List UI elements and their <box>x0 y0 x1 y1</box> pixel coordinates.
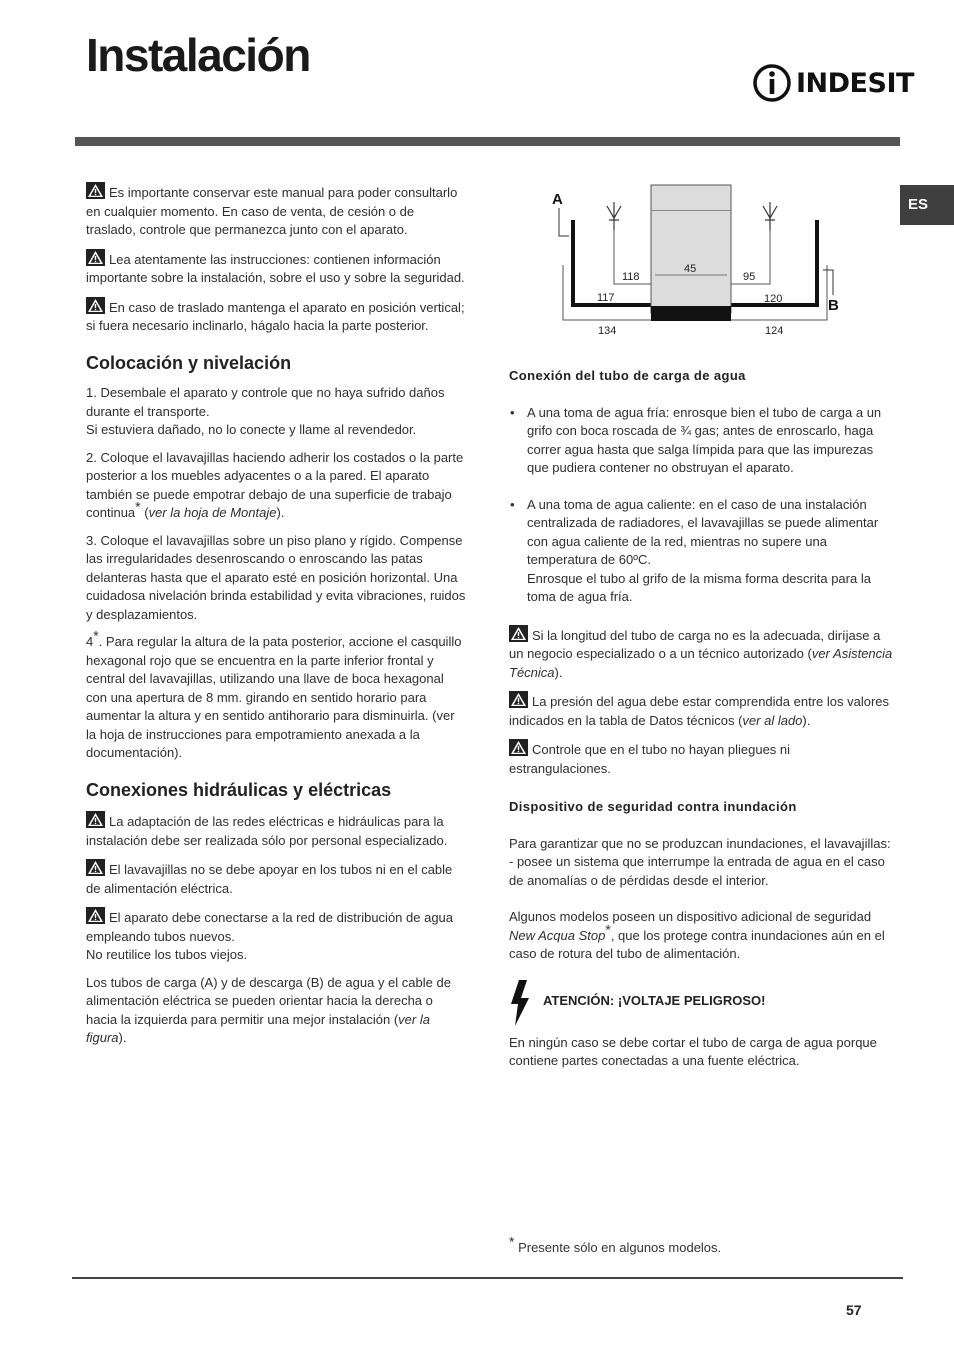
warning-triangle-icon <box>509 625 528 642</box>
flood-paragraph <box>509 835 894 891</box>
danger-title: ATENCIÓN: ¡VOLTAJE PELIGROSO! <box>543 992 766 1008</box>
section-title-placement: Colocación y nivelación <box>86 352 292 373</box>
warning-triangle-icon <box>509 739 528 756</box>
step-4-number: 4 <box>86 634 94 649</box>
warning-text-line2: No reutilice los tubos viejos. <box>86 947 248 962</box>
step-2: 2. Coloque el lavavajillas haciendo adherir los costados o la parte posterior a los muebles adyacentes o a la pared. El aparato también se puede empotrar debajo de una superficie de trabajo continua* (ver la hoja de Montaje). <box>86 449 464 520</box>
right-column <box>509 367 894 1080</box>
left-column <box>86 182 466 1057</box>
footer-rule <box>72 1277 903 1279</box>
logo-i-icon <box>752 63 792 103</box>
dim-118: 118 <box>622 271 640 283</box>
warning-note <box>86 811 466 850</box>
warning-reference: ver Asistencia Técnica <box>509 646 893 680</box>
warning-triangle-icon <box>86 811 105 828</box>
warning-text: Controle que en el tubo no hayan pliegues ni estrangulaciones. <box>509 742 791 776</box>
asterisk: * <box>135 498 141 515</box>
tubes-reference: ver la figura <box>86 1011 430 1045</box>
warning-text: El lavavajillas no se debe apoyar en los tubos ni en el cable de alimentación eléctrica. <box>86 862 453 896</box>
label-b: B <box>828 297 839 314</box>
hose-diagram <box>545 180 845 345</box>
step-4-text: . Para regular la altura de la pata posterior, accione el casquillo hexagonal rojo que se encuentra en la parte inferior frontal y central del lavavajillas, utilizando una llave de boca hexagonal con una apertura de 8 mm. girando en sentido horario para aumentar la altura y en sentido antihorario para disminuirla. (ver la hoja de instrucciones para empotramiento anexada a la documentación). <box>86 634 462 760</box>
warning-note <box>86 859 466 898</box>
asterisk: * <box>605 921 611 938</box>
subsection-title-flood: Dispositivo de seguridad contra inundación <box>509 799 797 814</box>
danger-notice <box>509 980 894 1026</box>
warning-triangle-icon <box>509 691 528 708</box>
footnote <box>509 1233 722 1255</box>
language-tab: ES <box>900 185 954 225</box>
warning-text: La adaptación de las redes eléctricas e hidráulicas para la instalación debe ser realizada sólo por personal especializado. <box>86 814 448 848</box>
dim-45: 45 <box>684 263 697 275</box>
hose-orientation-figure <box>545 180 845 345</box>
warning-note <box>86 249 466 288</box>
dim-117: 117 <box>597 292 615 304</box>
models-paragraph <box>509 908 894 964</box>
tubes-end: ). <box>118 1030 127 1045</box>
warning-triangle-icon <box>86 907 105 924</box>
step-1-note: Si estuviera dañado, no lo conecte y llame al revendedor. <box>86 422 417 437</box>
warning-note <box>509 739 894 778</box>
brand-logo <box>752 62 914 104</box>
warning-text: Lea atentamente las instrucciones: contienen información importante sobre la instalación, sobre el uso y sobre la seguridad. <box>86 251 465 285</box>
warning-note <box>86 182 466 240</box>
warning-triangle-icon <box>86 297 105 314</box>
flood-item: - posee un sistema que interrumpe la entrada de agua en el caso de anomalías o de pérdidas desde el interior. <box>509 854 885 888</box>
header-rule <box>75 137 900 146</box>
warning-note <box>86 907 466 965</box>
warning-note: La presión del agua debe estar comprendida entre los valores indicados en la tabla de Datos técnicos (ver al lado). <box>509 691 894 730</box>
dim-124: 124 <box>765 325 784 337</box>
warning-triangle-icon <box>86 859 105 876</box>
warning-text: La presión del agua debe estar comprendida entre los valores indicados en la tabla de Datos técnicos ( <box>509 694 890 728</box>
footnote-text: Presente sólo en algunos modelos. <box>518 1240 722 1255</box>
asterisk: * <box>93 627 99 644</box>
step-4 <box>86 627 466 763</box>
step-2-reference: ver la hoja de Montaje <box>148 505 277 520</box>
warning-note <box>86 297 466 336</box>
warning-text: El aparato debe conectarse a la red de distribución de agua empleando tubos nuevos. <box>86 910 454 944</box>
dim-134: 134 <box>598 325 617 337</box>
warning-note: Si la longitud del tubo de carga no es la adecuada, diríjase a un negocio especializado o a un técnico autorizado (ver Asistencia Técnica). <box>509 625 894 683</box>
brand-name: INDESIT <box>796 67 914 99</box>
lightning-bolt-icon <box>509 980 531 1026</box>
step-2-text: 2. Coloque el lavavajillas haciendo adherir los costados o la parte posterior a los muebles adyacentes o a la pared. El aparato también se puede empotrar debajo de una superficie de trabajo continua <box>86 449 464 520</box>
tubes-text: Los tubos de carga (A) y de descarga (B) de agua y el cable de alimentación eléctrica se pueden orientar hacia la derecha o hacia la izquierda para permitir una mejor instalación ( <box>86 974 451 1027</box>
hot-water-text: • A una toma de agua caliente: en el caso de una instalación centralizada de radiadores, el lavavajillas se puede alimentar con agua caliente de la red, mientras no supere una temperatura de 60ºC. <box>527 496 879 567</box>
step-3: 3. Coloque el lavavajillas sobre un piso plano y rígido. Compense las irregularidades desenroscando o enroscando las patas delanteras hasta que el aparato esté en posición horizontal. Una cuidadosa nivelación brinda estabilidad y evita vibraciones, ruidos y desplazamientos. <box>86 532 466 622</box>
models-text-end: , que los protege contra inundaciones aún en el caso de rotura del tubo de alimentación. <box>509 927 885 961</box>
models-reference: New Acqua Stop <box>509 927 606 943</box>
section-title-connections: Conexiones hidráulicas y eléctricas <box>86 779 392 800</box>
list-item-cold-water: • A una toma de agua fría: enrosque bien el tubo de carga a un grifo con boca roscada de ¾ gas; antes de enroscarlo, haga correr agua hasta que salga límpida para que las impurezas que pudiera contener no obstruyan el aparato. <box>509 404 894 478</box>
page-title: Instalación <box>86 29 310 81</box>
step-1 <box>86 384 466 440</box>
list-item-hot-water <box>509 496 894 607</box>
subsection-title-load-hose: Conexión del tubo de carga de agua <box>509 368 746 383</box>
label-a: A <box>552 191 563 208</box>
flood-text: Para garantizar que no se produzcan inundaciones, el lavavajillas: <box>509 835 891 851</box>
page-number: 57 <box>846 1302 862 1318</box>
danger-text: En ningún caso se debe cortar el tubo de carga de agua porque contiene partes conectadas a una fuente eléctrica. <box>509 1034 877 1068</box>
dim-95: 95 <box>743 271 756 283</box>
warning-text: Es importante conservar este manual para poder consultarlo en cualquier momento. En caso de venta, de cesión o de traslado, controle que permanezca junto con el aparato. <box>86 185 458 237</box>
models-text: Algunos modelos poseen un dispositivo adicional de seguridad <box>509 909 872 924</box>
tubes-paragraph <box>86 974 466 1048</box>
asterisk: * <box>509 1233 515 1250</box>
warning-text: Si la longitud del tubo de carga no es la adecuada, diríjase a un negocio especializado o a un técnico autorizado ( <box>509 627 881 661</box>
warning-triangle-icon <box>86 249 105 266</box>
warning-triangle-icon <box>86 182 105 199</box>
warning-reference: ver al lado <box>742 712 803 728</box>
hot-water-note: Enrosque el tubo al grifo de la misma forma descrita para la toma de agua fría. <box>527 570 871 604</box>
warning-text: En caso de traslado mantenga el aparato en posición vertical; si fuera necesario inclinarlo, hágalo hacia la parte posterior. <box>86 299 465 333</box>
dim-120: 120 <box>764 293 783 305</box>
step-1-text: 1. Desembale el aparato y controle que no haya sufrido daños durante el transporte. <box>86 385 445 419</box>
